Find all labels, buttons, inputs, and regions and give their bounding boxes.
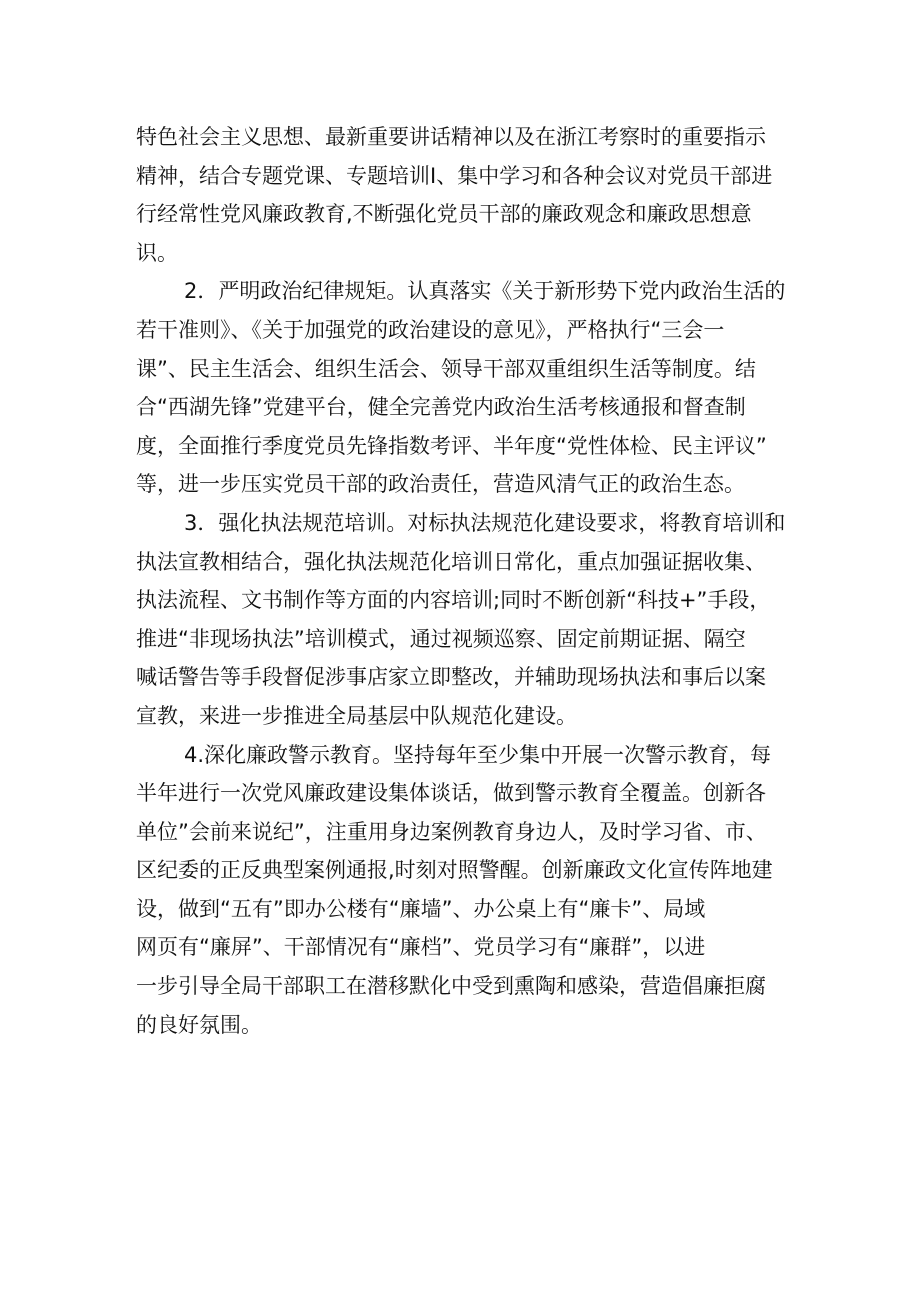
paragraph-integrity-warning-education (136, 736, 796, 1045)
text-line: 4.深化廉政警示教育。坚持每年至少集中开展一次警示教育，每 (184, 742, 772, 767)
text-line: 3．强化执法规范培训。对标执法规范化建设要求，将教育培训和 (184, 510, 786, 535)
text-line: 合“西湖先锋”党建平台，健全完善党内政治生活考核通报和督查制 (136, 395, 746, 420)
text-line: 识。 (136, 240, 178, 265)
text-line: 课”、民主生活会、组织生活会、领导干部双重组织生活等制度。结 (136, 356, 756, 381)
text-line: 半年进行一次党风廉政建设集体谈话，做到警示教育全覆盖。创新各 (136, 781, 766, 806)
text-line: 一步引导全局干部职工在潜移默化中受到熏陶和感染，营造倡廉拒腐 (136, 974, 766, 999)
text-line: 若干准则》、《关于加强党的政治建设的意见》，严格执行“三会一 (136, 317, 725, 342)
text-line: 区纪委的正反典型案例通报,时刻对照警醒。创新廉政文化宣传阵地建 (136, 858, 773, 883)
text-line: 执法宣教相结合，强化执法规范化培训日常化，重点加强证据收集、 (136, 549, 766, 574)
document-body (136, 118, 796, 1044)
text-line: 网页有“廉屏”、干部情况有“廉档”、党员学习有“廉群”，以进 (136, 935, 706, 960)
text-line: 的良好氛围。 (136, 1012, 262, 1037)
text-line: 设，做到“五有”即办公楼有“廉墙”、办公桌上有“廉卡”、局域 (136, 896, 706, 921)
paragraph-political-discipline (136, 272, 796, 504)
text-line: 度，全面推行季度党员先锋指数考评、半年度“党性体检、民主评议” (136, 433, 767, 458)
text-line: 精神，结合专题党课、专题培训I、集中学习和各种会议对党员干部进 (136, 163, 773, 188)
paragraph-law-enforcement-training (136, 504, 796, 736)
text-line: 喊话警告等手段督促涉事店家立即整改，并辅助现场执法和事后以案 (136, 665, 766, 690)
text-line: 等，进一步压实党员干部的政治责任，营造风清气正的政治生态。 (136, 472, 745, 497)
text-line: 特色社会主义思想、最新重要讲话精神以及在浙江考察时的重要指示 (136, 125, 766, 149)
text-line: 行经常性党风廉政教育,不断强化党员干部的廉政观念和廉政思想意 (136, 202, 752, 227)
paragraph-continued (136, 118, 796, 272)
text-line: 宣教，来进一步推进全局基层中队规范化建设。 (136, 703, 577, 728)
text-line: 执法流程、文书制作等方面的内容培训;同时不断创新“科技+”手段， (136, 588, 771, 613)
text-line: 推进“非现场执法”培训模式，通过视频巡察、固定前期证据、隔空 (136, 626, 746, 651)
text-line: 单位”会前来说纪”，注重用身边案例教育身边人，及时学习省、市、 (136, 819, 767, 844)
text-line: 2．严明政治纪律规矩。认真落实《关于新形势下党内政治生活的 (184, 279, 786, 304)
